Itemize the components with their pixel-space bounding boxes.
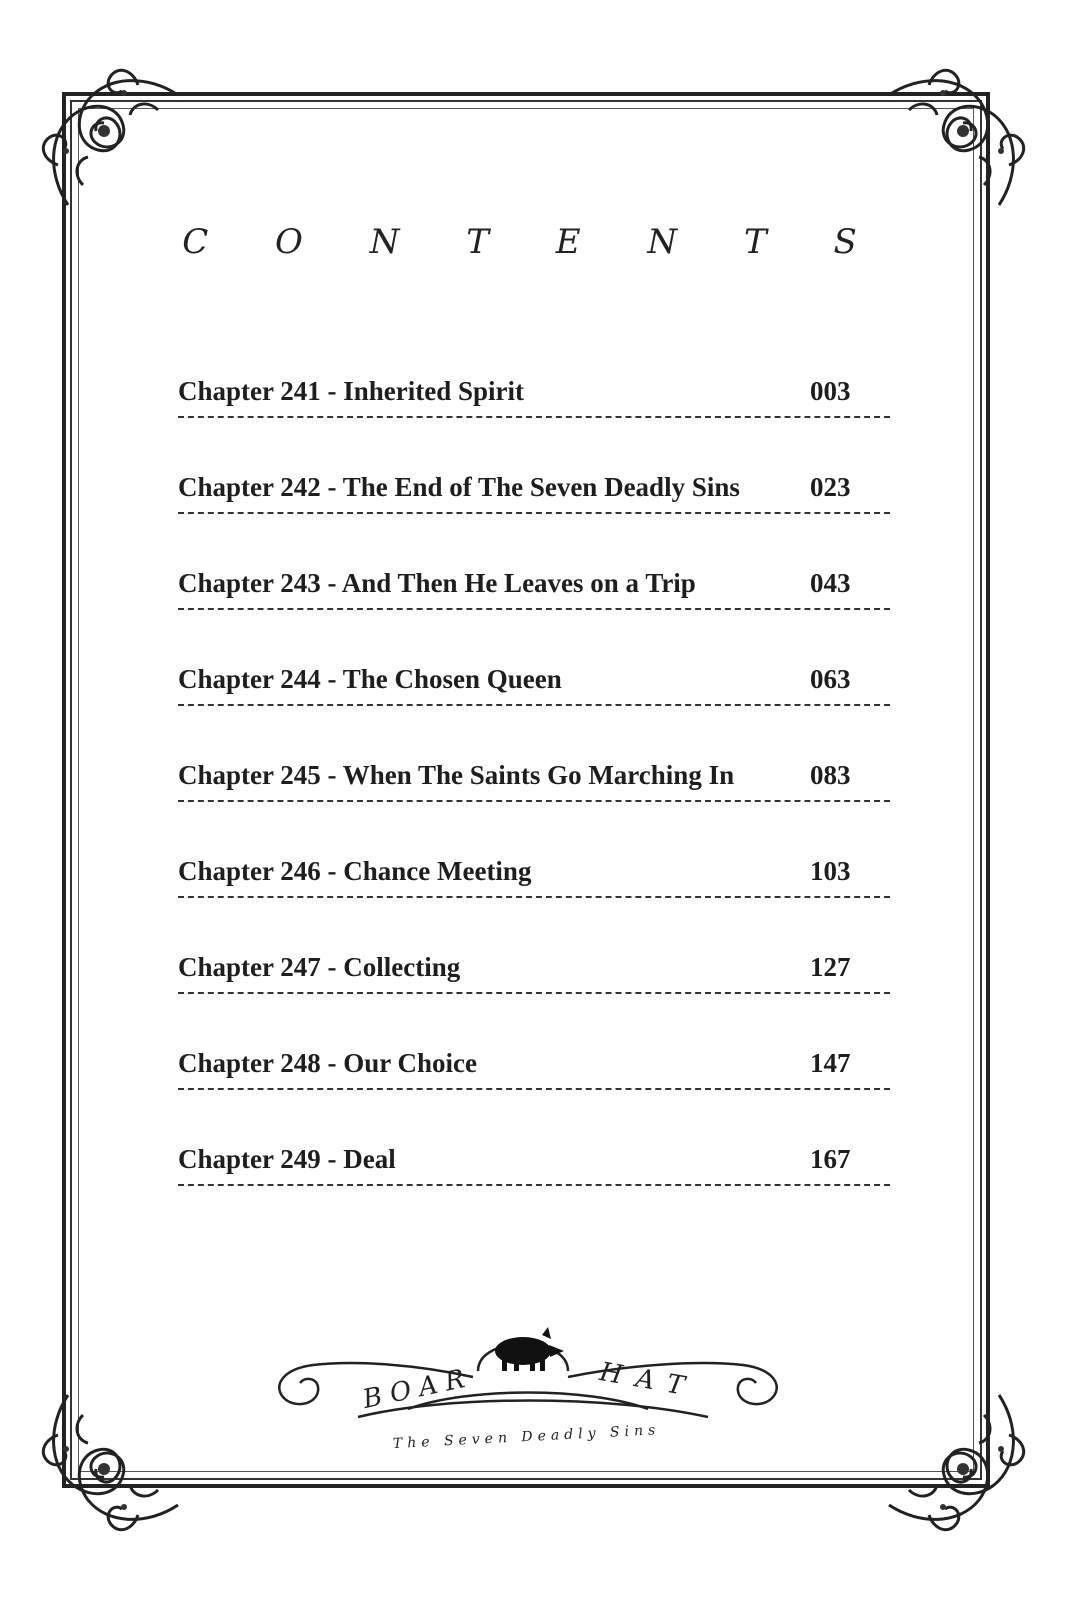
contents-heading: C O N T E N T S (182, 222, 885, 262)
toc-entry-title: Chapter 249 - Deal (178, 1144, 396, 1174)
boar-hat-logo (268, 1305, 788, 1455)
toc-entry-title: Chapter 243 - And Then He Leaves on a Trip (178, 568, 696, 598)
toc-entry[interactable] (178, 562, 890, 658)
table-of-contents (178, 370, 890, 1234)
ornate-corner-top-right-icon (869, 55, 1039, 225)
ornate-corner-bottom-left-icon (28, 1375, 198, 1545)
toc-entry[interactable] (178, 370, 890, 466)
dashed-divider (178, 416, 890, 418)
toc-entry-title: Chapter 248 - Our Choice (178, 1048, 477, 1078)
toc-entry-page: 023 (810, 472, 851, 502)
toc-entry-page: 043 (810, 568, 851, 598)
toc-entry[interactable] (178, 1138, 890, 1234)
dashed-divider (178, 1088, 890, 1090)
toc-entry[interactable] (178, 754, 890, 850)
toc-entry-page: 083 (810, 760, 851, 790)
toc-entry-page: 063 (810, 664, 851, 694)
toc-entry-title: Chapter 245 - When The Saints Go Marching In (178, 760, 735, 790)
logo-left-word: BOAR (360, 1362, 476, 1415)
toc-entry[interactable] (178, 658, 890, 754)
logo-right-word: HAT (597, 1357, 701, 1404)
dashed-divider (178, 992, 890, 994)
toc-entry[interactable] (178, 466, 890, 562)
ornate-corner-top-left-icon (28, 55, 198, 225)
dashed-divider (178, 896, 890, 898)
ornate-corner-bottom-right-icon (869, 1375, 1039, 1545)
toc-entry-title: Chapter 242 - The End of The Seven Deadly Sins (178, 472, 740, 502)
toc-entry-title: Chapter 247 - Collecting (178, 952, 461, 982)
dashed-divider (178, 704, 890, 706)
toc-entry-title: Chapter 246 - Chance Meeting (178, 856, 532, 886)
logo-tagline: The Seven Deadly Sins (392, 1422, 661, 1453)
dashed-divider (178, 608, 890, 610)
dashed-divider (178, 1184, 890, 1186)
toc-entry-page: 103 (810, 856, 851, 886)
dashed-divider (178, 512, 890, 514)
toc-entry-page: 127 (810, 952, 851, 982)
toc-entry-title: Chapter 241 - Inherited Spirit (178, 376, 525, 406)
toc-entry-page: 167 (810, 1144, 851, 1174)
toc-entry-title: Chapter 244 - The Chosen Queen (178, 664, 562, 694)
toc-entry-page: 003 (810, 376, 851, 406)
toc-entry[interactable] (178, 850, 890, 946)
toc-entry[interactable] (178, 946, 890, 1042)
dashed-divider (178, 800, 890, 802)
toc-entry-page: 147 (810, 1048, 851, 1078)
boar-icon (495, 1327, 564, 1371)
toc-entry[interactable] (178, 1042, 890, 1138)
